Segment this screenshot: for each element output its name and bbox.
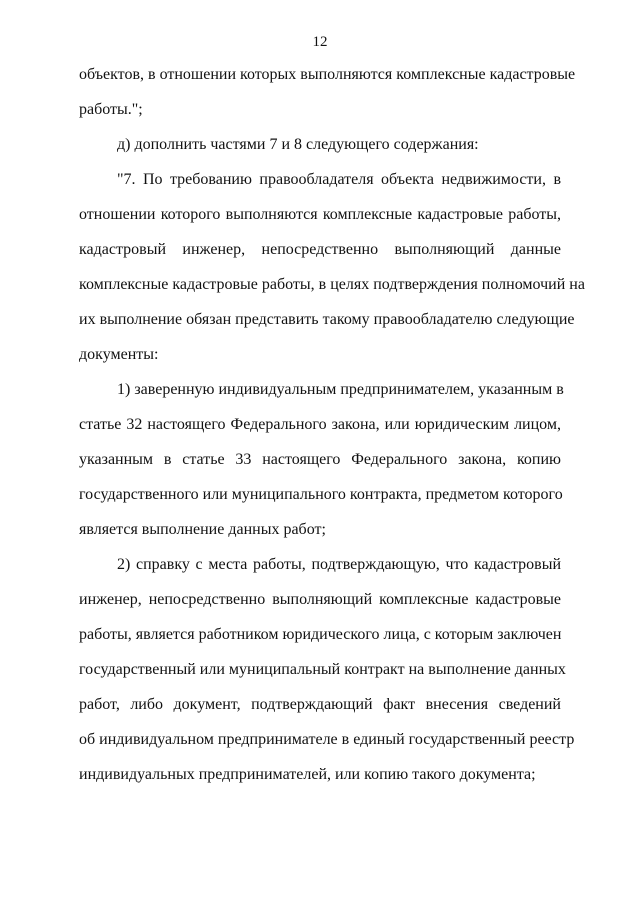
text-line: кадастровый инженер, непосредственно выполняющий данные	[79, 241, 561, 258]
text-line: 2) справку с места работы, подтверждающую, что кадастровый	[117, 556, 561, 573]
text-line: работы, является работником юридического лица, с которым заключен	[79, 626, 562, 643]
text-line: индивидуальных предпринимателей, или копию такого документа;	[79, 766, 536, 783]
text-line: 1) заверенную индивидуальным предпринимателем, указанным в	[117, 381, 564, 398]
text-line: инженер, непосредственно выполняющий комплексные кадастровые	[79, 591, 561, 608]
text-line: комплексные кадастровые работы, в целях подтверждения полномочий на	[79, 276, 585, 293]
text-line: "7. По требованию правообладателя объекта недвижимости, в	[117, 171, 561, 188]
text-line: работы.";	[79, 101, 143, 118]
text-line: работ, либо документ, подтверждающий факт внесения сведений	[79, 696, 561, 713]
page-number: 12	[312, 34, 328, 50]
text-line: отношении которого выполняются комплексные кадастровые работы,	[79, 206, 561, 223]
text-line: документы:	[79, 346, 159, 363]
text-line: объектов, в отношении которых выполняются комплексные кадастровые	[79, 66, 576, 83]
text-line: д) дополнить частями 7 и 8 следующего содержания:	[117, 136, 479, 153]
text-line: государственный или муниципальный контракт на выполнение данных	[79, 661, 566, 678]
text-line: является выполнение данных работ;	[79, 521, 326, 538]
text-line: об индивидуальном предпринимателе в единый государственный реестр	[79, 731, 575, 748]
text-line: государственного или муниципального контракта, предметом которого	[79, 486, 563, 503]
text-line: статье 32 настоящего Федерального закона, или юридическим лицом,	[79, 416, 561, 433]
text-line: указанным в статье 33 настоящего Федерального закона, копию	[79, 451, 561, 468]
text-line: их выполнение обязан представить такому правообладателю следующие	[79, 311, 575, 328]
